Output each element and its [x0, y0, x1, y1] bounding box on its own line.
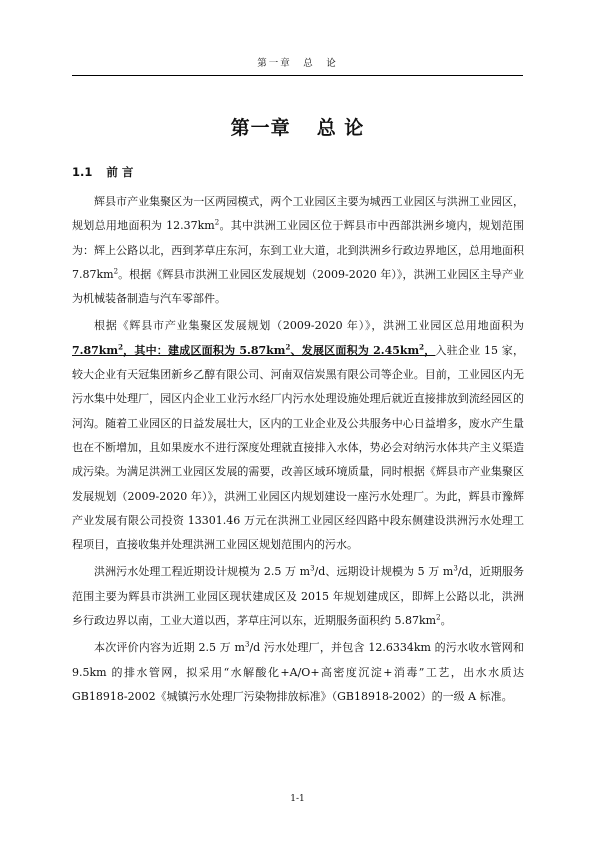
chapter-title: [0, 113, 595, 140]
superscript: 3: [453, 564, 458, 573]
text-run: 7.87km: [72, 343, 119, 357]
section-heading: [72, 164, 133, 180]
superscript: 2: [113, 267, 119, 276]
text-run: 。根据《辉县市洪洲工业园区发展规划（2009-2020 年）》，洪洲工业园区主导产业为机械装备制造与汽车零部件。: [72, 267, 524, 306]
chapter-number: 第一章: [230, 117, 291, 139]
text-run: ，: [424, 343, 436, 357]
page-number: 1-1: [290, 794, 305, 804]
superscript: 2: [285, 342, 291, 352]
text-run: 、发展区面积为 2.45km: [290, 343, 420, 357]
text-run: /d、远期设计规模为 5 万 m: [314, 565, 454, 579]
chapter-name: 总 论: [316, 117, 365, 139]
page-header: 第一章 总 论: [72, 55, 523, 76]
superscript: 2: [214, 218, 220, 227]
superscript: 3: [244, 640, 250, 649]
section-title: 前 言: [106, 165, 134, 179]
text-run: 入驻企业 15 家，较大企业有天冠集团新乡乙醇有限公司、河南双信炭黑有限公司等企业。目前，工业园区内无污水集中处理厂，园区内企业工业污水经厂内污水处理设施处理后就近直接排放到流经园区的河沟。随着工业园区的日益发展壮大，区内的工业企业及公共服务中心日益增多，废水产生量也在不断增加，且如果废水不进行深度处理就直接排入水体，势必会对纳污水体共产主义渠造成污染。为满足洪洲工业园区发展的需要，改善区域环境质量，同时根据《辉县市产业集聚区发展规划（2009-2020 年）》，洪洲工业园区内规划建设一座污水处理厂。为此，辉县市豫辉产业发展有限公司投资 13301.46 万元在洪洲工业园区经四路中段东侧建设洪洲污水处理工程项目，直接收集并处理洪洲工业园区规划范围内的污水。: [72, 343, 524, 552]
superscript: 2: [419, 342, 425, 352]
text-run: 洪洲污水处理工程近期设计规模为 2.5 万 m: [94, 565, 311, 579]
text-run: 辉县市产业集聚区为一区两园模式，两个工业园区主要为城西工业园区与洪洲工业园区，规划总用地面积为 12.37km: [72, 195, 524, 233]
text-run: 。: [440, 614, 452, 628]
paragraph-4: [72, 636, 524, 709]
paragraph-1: [72, 190, 524, 311]
superscript: 2: [118, 342, 123, 352]
highlighted-area-figures: [72, 344, 435, 357]
superscript: 2: [436, 613, 441, 622]
paragraph-3: [72, 560, 524, 633]
superscript: 3: [310, 564, 315, 573]
text-run: 。其中洪洲工业园区位于辉县市中西部洪洲乡境内，规划范围为：辉上公路以北，西到茅草庄东河，东到工业大道，北到洪洲乡行政边界地区，总用地面积 7.87km: [72, 219, 524, 281]
body-text: [72, 190, 524, 709]
text-run: /d 污水处理厂，并包含 12.6334km 的污水收水管网和 9.5km 的排水管网，拟采用“水解酸化+A/O+高密度沉淀+消毒”工艺，出水水质达 GB18918-2002《城镇污水处理厂污染物排放标准》（GB18918-2002）的一级 A 标准。: [72, 641, 524, 703]
text-run: ，其中：建成区面积为 5.87km: [122, 343, 286, 357]
text-run: /d，近期服务范围主要为辉县市洪洲工业园区现状建成区及 2015 年规划建成区，即辉上公路以北，洪洲乡行政边界以南，工业大道以西，茅草庄河以东，近期服务面积约 5.87km: [72, 565, 524, 628]
section-number: 1.1: [72, 165, 93, 179]
text-run: 本次评价内容为近期 2.5 万 m: [94, 641, 245, 655]
paragraph-2: [72, 314, 524, 557]
text-run: 根据《辉县市产业集聚区发展规划（2009-2020 年）》，洪洲工业园区总用地面积为: [94, 319, 524, 333]
